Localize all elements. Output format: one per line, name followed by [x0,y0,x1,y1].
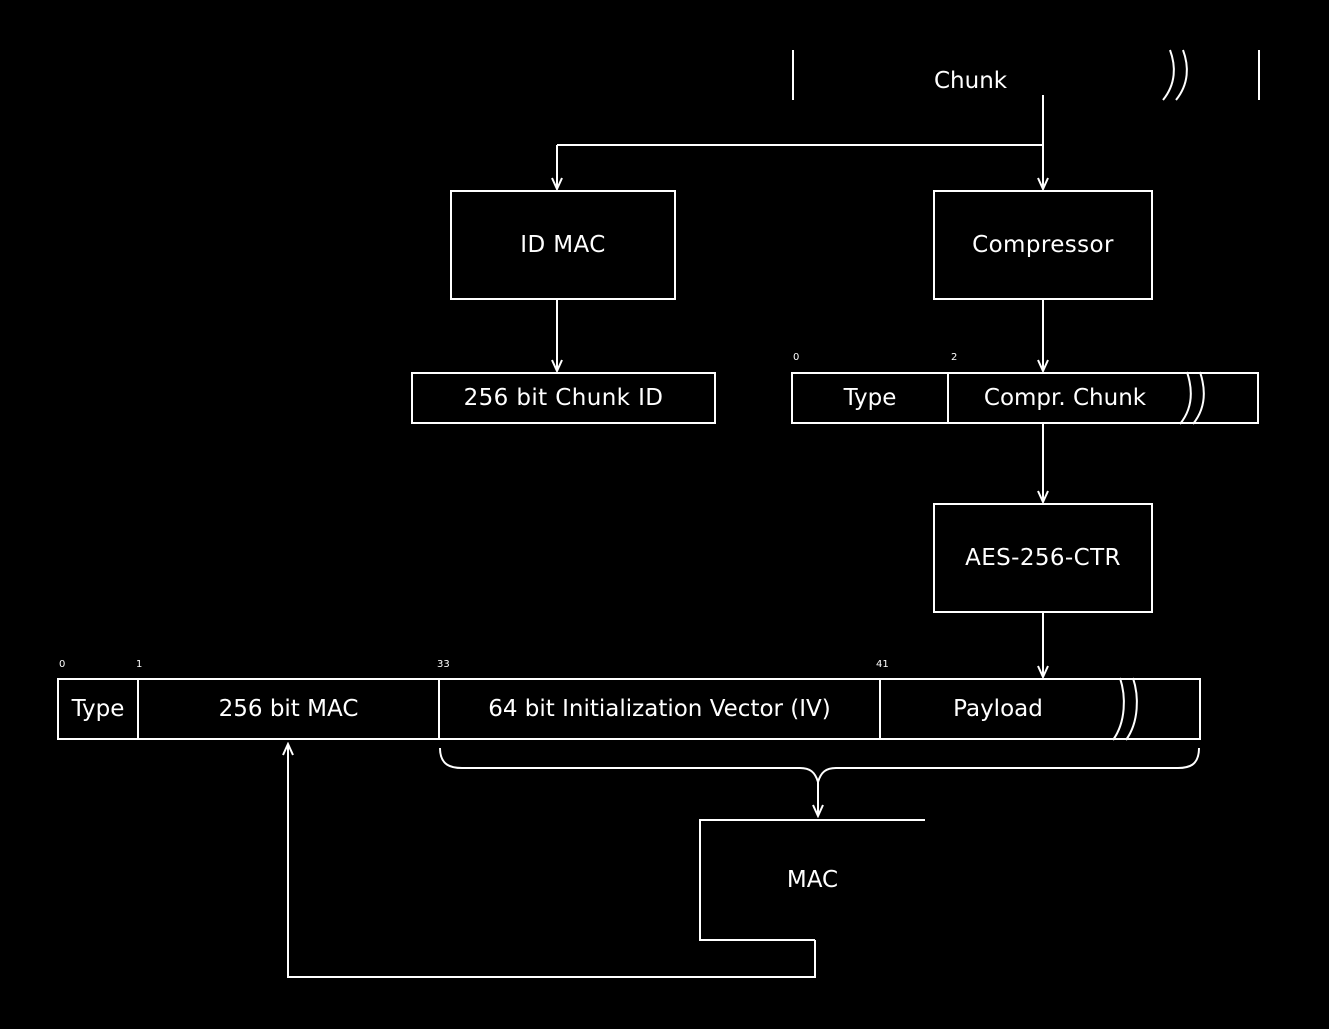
out-packet-offset-1: 1 [136,659,143,670]
compr-packet-field-type-label: Type [843,385,897,411]
id-mac-box [450,190,676,300]
compressor-label: Compressor [972,232,1114,258]
out-packet-field-payload-label: Payload [953,696,1043,722]
aes-label: AES-256-CTR [965,545,1121,571]
out-packet-offset-0: 0 [59,659,66,670]
out-packet-field-payload [881,678,1201,740]
compr-packet-field-chunk-label: Compr. Chunk [983,385,1147,411]
out-packet-field-mac [139,678,440,740]
id-mac-label: ID MAC [520,232,606,258]
out-packet-field-iv [440,678,881,740]
mac-box [700,820,925,940]
compr-packet-offset-2: 2 [951,352,958,363]
compr-packet-offset-0: 0 [793,352,800,363]
out-packet-field-type-label: Type [71,696,125,722]
chunk-label: Chunk [934,68,1008,94]
out-packet-field-mac-label: 256 bit MAC [218,696,359,722]
out-packet-field-type [57,678,139,740]
aes-box [933,503,1153,613]
chunk-id-label: 256 bit Chunk ID [463,385,664,411]
compressor-box [933,190,1153,300]
mac-label: MAC [786,867,839,893]
compr-packet-field-chunk [949,372,1259,424]
out-packet-field-iv-label: 64 bit Initialization Vector (IV) [488,696,831,722]
compr-packet-field-type [791,372,949,424]
chunk-id-box [411,372,716,424]
out-packet-offset-33: 33 [437,659,450,670]
out-packet-offset-41: 41 [876,659,889,670]
